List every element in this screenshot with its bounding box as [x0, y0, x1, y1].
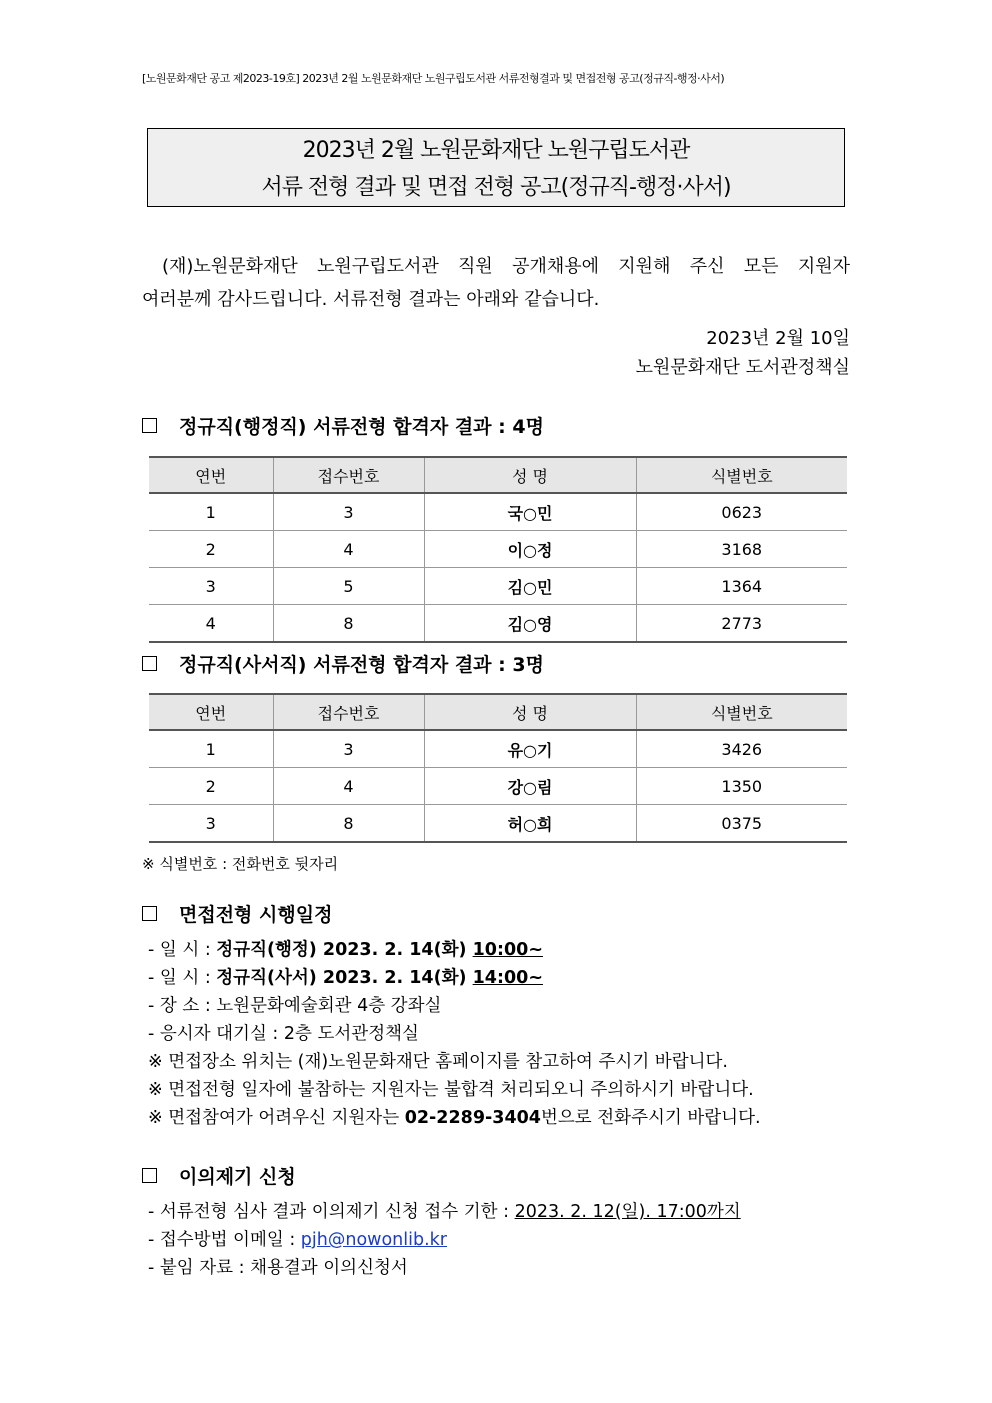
id-number-note: ※ 식별번호 : 전화번호 뒷자리: [142, 855, 339, 873]
section-admin-heading: [142, 412, 544, 439]
col-header-name: 성 명: [424, 694, 636, 730]
list-item: ※ 면접참여가 어려우신 지원자는 02-2289-3404번으로 전화주시기 바랍니다.: [148, 1108, 761, 1128]
interview-heading: [142, 900, 332, 927]
cell-receipt: 8: [273, 805, 424, 843]
intro-paragraph: [142, 250, 850, 316]
title-box: [147, 128, 845, 207]
issuer: 노원문화재단 도서관정책실: [635, 357, 850, 378]
section-librarian-title: 정규직(사서직) 서류전형 합격자 결과 : 3명: [179, 654, 544, 676]
cell-receipt: 4: [273, 531, 424, 568]
librarian-interview-date: 정규직(사서) 2023. 2. 14(화): [216, 968, 473, 988]
cell-id: 3426: [636, 730, 847, 768]
table-row: [149, 568, 847, 605]
admin-results-table: [149, 456, 847, 643]
cell-id: 0375: [636, 805, 847, 843]
cell-id: 3168: [636, 531, 847, 568]
cell-name: 김○영: [424, 605, 636, 643]
cell-receipt: 3: [273, 730, 424, 768]
title-line-1: 2023년 2월 노원문화재단 노원구립도서관: [302, 138, 690, 163]
intro-line-1: (재)노원문화재단 노원구립도서관 직원 공개채용에 지원해 주신 모든 지원자: [162, 256, 850, 277]
table-header-row: [149, 694, 847, 730]
objection-deadline: 2023. 2. 12(일). 17:00까지: [514, 1202, 741, 1222]
list-item: ※ 면접장소 위치는 (재)노원문화재단 홈페이지를 참고하여 주시기 바랍니다.: [148, 1052, 728, 1072]
cell-id: 2773: [636, 605, 847, 643]
table-row: [149, 805, 847, 843]
cell-no: 4: [149, 605, 273, 643]
list-item: - 붙임 자료 : 채용결과 이의신청서: [148, 1258, 408, 1278]
cell-receipt: 5: [273, 568, 424, 605]
cell-no: 1: [149, 493, 273, 531]
section-admin-title: 정규직(행정직) 서류전형 합격자 결과 : 4명: [179, 416, 544, 438]
section-librarian-heading: [142, 650, 544, 677]
interview-schedule-list: [148, 936, 761, 1132]
list-item: ※ 면접전형 일자에 불참하는 지원자는 불합격 처리되오니 주의하시기 바랍니다.: [148, 1080, 754, 1100]
list-item: - 서류전형 심사 결과 이의제기 신청 접수 기한 : 2023. 2. 12(일). 17:00까지: [148, 1202, 741, 1222]
interview-title: 면접전형 시행일정: [179, 904, 333, 926]
cell-name: 이○정: [424, 531, 636, 568]
cell-no: 3: [149, 568, 273, 605]
cell-no: 3: [149, 805, 273, 843]
objection-heading: [142, 1162, 296, 1189]
list-item: - 응시자 대기실 : 2층 도서관정책실: [148, 1024, 419, 1044]
librarian-results-table: [149, 693, 847, 843]
col-header-no: 연번: [149, 694, 273, 730]
checkbox-icon: [142, 1168, 157, 1183]
issue-date: 2023년 2월 10일: [706, 328, 850, 349]
cell-no: 1: [149, 730, 273, 768]
admin-interview-date: 정규직(행정) 2023. 2. 14(화): [216, 940, 473, 960]
cell-name: 허○희: [424, 805, 636, 843]
col-header-receipt: 접수번호: [273, 694, 424, 730]
admin-interview-time: 10:00~: [472, 940, 543, 960]
cell-no: 2: [149, 531, 273, 568]
list-item: - 일 시 : 정규직(사서) 2023. 2. 14(화) 14:00~: [148, 968, 543, 988]
title-line-2: 서류 전형 결과 및 면접 전형 공고(정규직-행정·사서): [261, 175, 731, 200]
cell-receipt: 8: [273, 605, 424, 643]
col-header-no: 연번: [149, 457, 273, 493]
table-row: [149, 493, 847, 531]
notice-number-header: [노원문화재단 공고 제2023-19호] 2023년 2월 노원문화재단 노원구립도서관 서류전형결과 및 면접전형 공고(정규직-행정·사서): [142, 72, 725, 85]
col-header-receipt: 접수번호: [273, 457, 424, 493]
col-header-id: 식별번호: [636, 694, 847, 730]
table-header-row: [149, 457, 847, 493]
email-link[interactable]: pjh@nowonlib.kr: [300, 1230, 447, 1250]
checkbox-icon: [142, 656, 157, 671]
checkbox-icon: [142, 906, 157, 921]
cell-name: 유○기: [424, 730, 636, 768]
cell-name: 김○민: [424, 568, 636, 605]
cell-name: 국○민: [424, 493, 636, 531]
list-item: - 접수방법 이메일 : pjh@nowonlib.kr: [148, 1230, 447, 1250]
cell-id: 0623: [636, 493, 847, 531]
cell-no: 2: [149, 768, 273, 805]
contact-phone: 02-2289-3404: [404, 1108, 541, 1128]
list-item: - 장 소 : 노원문화예술회관 4층 강좌실: [148, 996, 442, 1016]
intro-line-2: 여러분께 감사드립니다. 서류전형 결과는 아래와 같습니다.: [142, 289, 600, 310]
col-header-name: 성 명: [424, 457, 636, 493]
col-header-id: 식별번호: [636, 457, 847, 493]
librarian-interview-time: 14:00~: [472, 968, 543, 988]
table-row: [149, 730, 847, 768]
table-row: [149, 531, 847, 568]
objection-list: [148, 1198, 741, 1282]
cell-name: 강○림: [424, 768, 636, 805]
cell-receipt: 4: [273, 768, 424, 805]
checkbox-icon: [142, 418, 157, 433]
list-item: - 일 시 : 정규직(행정) 2023. 2. 14(화) 10:00~: [148, 940, 543, 960]
table-row: [149, 768, 847, 805]
table-row: [149, 605, 847, 643]
cell-receipt: 3: [273, 493, 424, 531]
objection-title: 이의제기 신청: [179, 1166, 296, 1188]
cell-id: 1364: [636, 568, 847, 605]
cell-id: 1350: [636, 768, 847, 805]
